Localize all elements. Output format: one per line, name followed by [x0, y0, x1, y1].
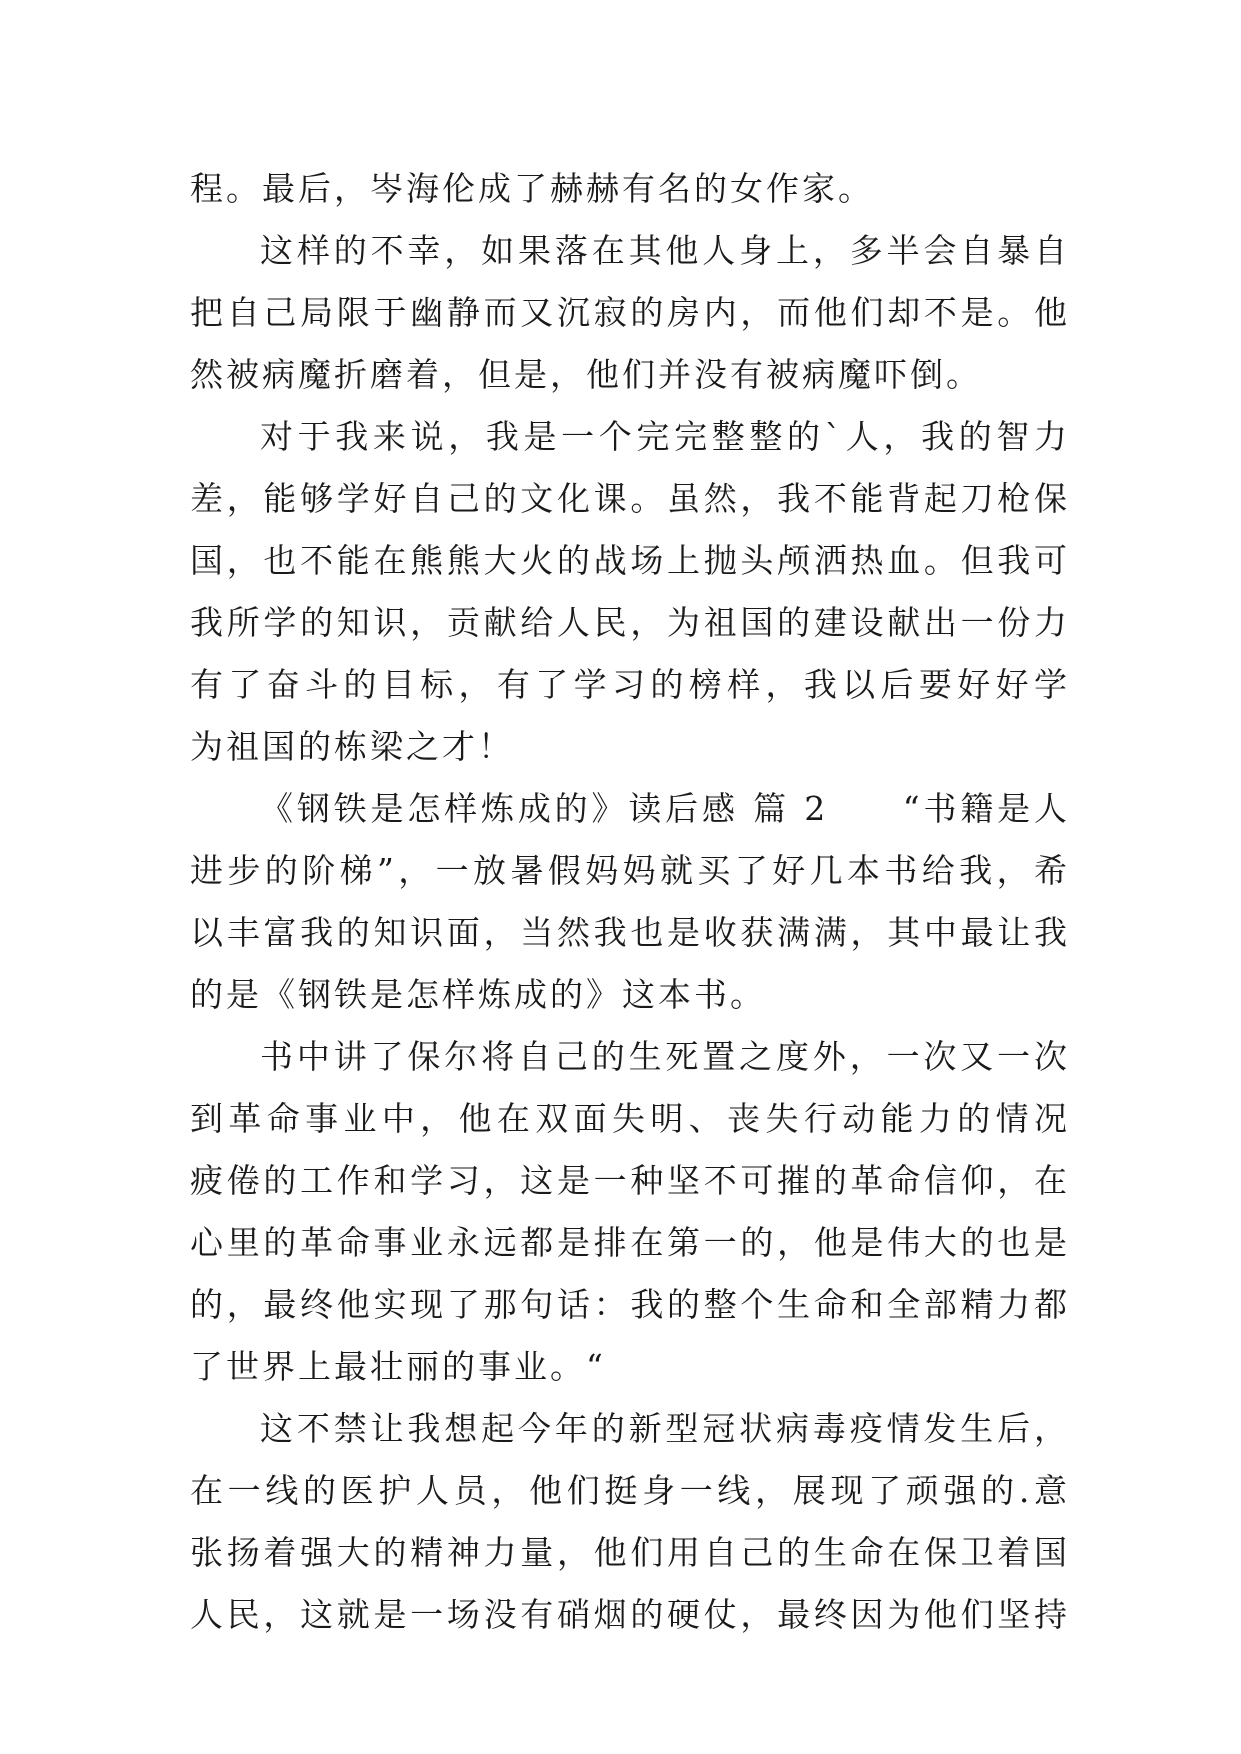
- text-line: 书中讲了保尔将自己的生死置之度外，一次又一次: [260, 1037, 1070, 1076]
- text-line: 国，也不能在熊熊大火的战场上抛头颅洒热血。但我可: [190, 541, 1070, 580]
- text-line: 人民，这就是一场没有硝烟的硬仗，最终因为他们坚持: [190, 1595, 1070, 1634]
- text-line: 这样的不幸，如果落在其他人身上，多半会自暴自: [260, 231, 1070, 270]
- body-text: [190, 158, 1070, 1646]
- text-line: 心里的革命事业永远都是排在第一的，他是伟大的也是: [190, 1223, 1070, 1262]
- text-line: 的是《钢铁是怎样炼成的》这本书。: [190, 975, 766, 1014]
- text-line: 为祖国的栋梁之才！: [190, 727, 514, 766]
- text-line: 《钢铁是怎样炼成的》读后感 篇 2 “书籍是人: [260, 789, 1070, 828]
- text-line: 差，能够学好自己的文化课。虽然，我不能背起刀枪保: [190, 479, 1070, 518]
- text-line: 我所学的知识，贡献给人民，为祖国的建设献出一份力: [190, 603, 1070, 642]
- text-line: 程。最后，岑海伦成了赫赫有名的女作家。: [190, 169, 874, 208]
- text-line: 这不禁让我想起今年的新型冠状病毒疫情发生后，: [260, 1409, 1070, 1448]
- text-line: 进步的阶梯”，一放暑假妈妈就买了好几本书给我，希: [190, 851, 1070, 890]
- text-line: 把自己局限于幽静而又沉寂的房内，而他们却不是。他: [190, 293, 1070, 332]
- text-line: 以丰富我的知识面，当然我也是收获满满，其中最让我: [190, 913, 1070, 952]
- text-line: 的，最终他实现了那句话：我的整个生命和全部精力都: [190, 1285, 1070, 1324]
- text-line: 到革命事业中，他在双面失明、丧失行动能力的情况: [190, 1099, 1070, 1138]
- text-line: 对于我来说，我是一个完完整整的`人，我的智力: [260, 417, 1070, 456]
- text-line: 张扬着强大的精神力量，他们用自己的生命在保卫着国: [190, 1533, 1070, 1572]
- text-line: 了世界上最壮丽的事业。“: [190, 1347, 606, 1386]
- text-line: 疲倦的工作和学习，这是一种坚不可摧的革命信仰，在: [190, 1161, 1070, 1200]
- text-line: 在一线的医护人员，他们挺身一线，展现了顽强的.意: [190, 1471, 1070, 1510]
- text-line: 然被病魔折磨着，但是，他们并没有被病魔吓倒。: [190, 355, 982, 394]
- text-line: 有了奋斗的目标，有了学习的榜样，我以后要好好学: [190, 665, 1070, 704]
